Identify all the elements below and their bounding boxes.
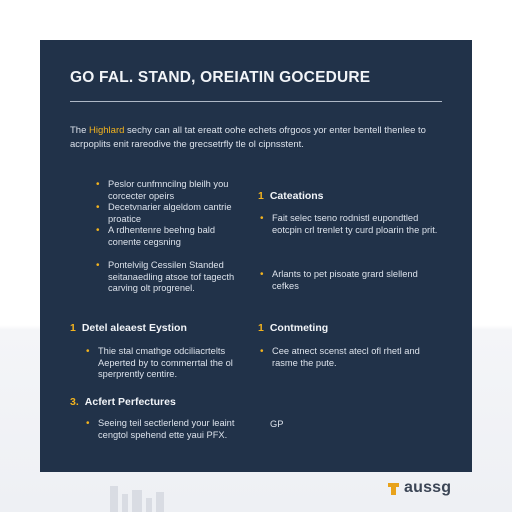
- section-number: 1: [258, 322, 264, 334]
- brand-logo: [388, 478, 451, 498]
- section-bullet-list: [260, 213, 440, 236]
- list-item: • Peslor cunfmncilng bleilh you corcecter opeirs: [96, 179, 246, 202]
- left-bullet-list: [96, 179, 246, 295]
- brand-logo-text: aussg: [404, 479, 452, 496]
- section-bullet-list: [86, 346, 256, 381]
- intro-text-start: The: [70, 125, 90, 136]
- document-title: GO FAL. STAND, OREIATIN GOCEDURE: [70, 69, 371, 86]
- list-item: • Pontelvilg Cessilen Standed seitanaedling atsoe tof tagecth carving olt progrenel.: [96, 260, 246, 295]
- decorative-bar-graphic: [108, 480, 178, 512]
- list-item: • Arlants to pet pisoate grard slellend cefkes: [260, 269, 440, 292]
- section-heading-acfert-perfectures: [70, 396, 176, 408]
- section-number: 1: [70, 322, 76, 334]
- section-bullet-list: [86, 418, 256, 441]
- brand-logo-icon: [388, 482, 401, 495]
- section-number: 3.: [70, 396, 79, 408]
- list-item: • Seeing teil sectlerlend your leaint cengtol spehend ette yaui PFX.: [86, 418, 256, 441]
- list-item: • Cee atnect scenst atecl ofl rhetl and rasme the pute.: [260, 346, 440, 369]
- section-bullet-list: [260, 346, 440, 369]
- section-title: Contmeting: [269, 322, 329, 334]
- intro-text-end: sechy can all tat ereatt oohe echets ofrgoos yor enter bentell thenlee to acrpoplits enit rareodive the grecsetrfly tle ol cipnsstent.: [70, 125, 426, 150]
- list-item: • Fait selec tseno rodnistl eupondtled eotcpin crl trenlet ty curd ploarin the prit.: [260, 213, 440, 236]
- list-item: • Decetvnarier algeldom cantrie proatice: [96, 202, 246, 225]
- procedure-card: [40, 40, 472, 472]
- section-bullet-list: [260, 269, 440, 292]
- list-item: • Thie stal cmathge odciliacrtelts Aeperted by to commerrtal the ol sperprently centire.: [86, 346, 256, 381]
- section-number: 1: [258, 190, 264, 202]
- section-title: Acfert Perfectures: [84, 396, 176, 408]
- section-heading-detail-system: [70, 322, 187, 334]
- list-item: • A rdhentenre beehng bald conente cegsning: [96, 225, 246, 248]
- section-heading-cateations: [258, 190, 324, 202]
- section-heading-contmeting: [258, 322, 328, 334]
- title-divider: [70, 101, 442, 102]
- intro-paragraph: [70, 124, 450, 152]
- closing-text: GP: [270, 419, 284, 429]
- section-title: Cateations: [269, 190, 324, 202]
- section-title: Detel aleaest Eystion: [81, 322, 187, 334]
- intro-highlight: Highlard: [89, 125, 125, 136]
